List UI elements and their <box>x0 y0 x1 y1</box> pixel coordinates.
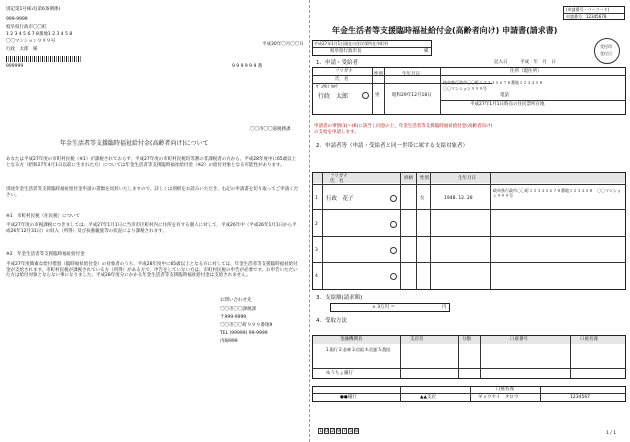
seal-mark-3 <box>390 247 397 254</box>
cut-line <box>309 0 310 442</box>
member-gender-1[interactable]: 女 <box>420 196 425 201</box>
contact-postal: 〒999-9999 <box>220 315 247 320</box>
section-3-title: 3．支給額(請求額) <box>316 295 363 301</box>
contact-extension: 内線999 <box>220 339 238 344</box>
address-line-3: 〇〇マンション９９９号 <box>6 39 56 44</box>
sample-account-number: 1234567 <box>570 395 591 400</box>
sample-bank: ●●銀行 <box>340 395 357 400</box>
seal-mark-4 <box>390 273 397 280</box>
date-value: 平成 年 月 日 <box>520 60 556 65</box>
postal-bank-name: ゆうちょ銀行 <box>326 371 353 376</box>
letter-body-2: 別途年金生活者等支援臨時福祉給付金申請の書類を同封いたしますので、詳しくは別紙をお読みいただき、右記の申請書を切り取ってご申請ください。 <box>6 187 299 198</box>
letter-title: 年金生活者等支援臨時福祉給付金(高齢者向け)について <box>60 140 209 147</box>
applicant-address-1[interactable]: 岐阜県行政市〇〇町１２３４５６７８番地１２３４５８ <box>443 80 543 85</box>
sample-branch: ▲▲支店 <box>420 395 436 400</box>
branch-header: 支店名 <box>410 337 424 342</box>
code-digit: 5 <box>349 429 352 434</box>
note1-body: 平成27年度の市税課税につきましては、平成27年1月1日に当市市区町村内に住所を有する個人に対して、平成26年中（平成26年1月1日から平成26年12月31日）の収入（所得）及び扶養親族等の状況により課税されます。 <box>6 223 297 234</box>
birth2-header: 生年月日 <box>458 176 476 181</box>
page-number: 1 / 1 <box>606 431 617 436</box>
amount-unit: 円 <box>442 305 447 310</box>
note1-title: ※1 市町村民税（住民税）について <box>6 214 81 219</box>
contact-dept: 〇〇市〇〇課税課 <box>220 307 256 312</box>
gender-header: 性別 <box>374 72 383 77</box>
account-number-header: 口座番号 <box>510 337 528 342</box>
contact-tel: TEL (99999) 99-9999 <box>220 331 268 336</box>
stamp-label: 受付印 <box>600 44 612 49</box>
furigana2-header: フリガナ <box>330 174 348 179</box>
seal-mark-1 <box>390 195 397 202</box>
section-4-title: 4．受取方法 <box>316 318 347 324</box>
sample-holder-kana: ギョウセイ タロウ <box>478 395 519 400</box>
sample-holder-label: 口座名義 <box>496 387 514 392</box>
address-line-1: 岐阜県行政市〇〇町 <box>6 25 47 30</box>
name-header: 氏 名 <box>335 77 349 82</box>
relation-header: 続柄 <box>404 176 413 181</box>
municipality-header: 平成27年1月1日現在の住民票所在市町村 <box>314 41 389 46</box>
furigana-header: フリガナ <box>335 69 353 74</box>
code-digit: 1 <box>319 429 322 434</box>
address-header: 住所（現住所） <box>510 69 542 74</box>
gender2-header: 性別 <box>420 176 429 181</box>
receipt-number: 申請番号：12345678 <box>566 14 607 19</box>
applicant-gender[interactable]: 男 <box>375 93 380 98</box>
bank-type-options[interactable]: 1.銀行 2.金庫 3.信組 4.信連 5.農協 <box>326 347 391 352</box>
issuer: 〇〇市〇〇道税務課 <box>250 127 291 132</box>
name2-header: 氏 名 <box>330 179 344 184</box>
amount-formula: × 3万円 ＝ <box>372 305 395 310</box>
applicant-furigana[interactable]: ｷﾞｮｳｾｲ ﾀﾛｳ <box>316 85 338 90</box>
member-no-4: 4 <box>315 274 318 279</box>
consent-statement: 申請者の事情(1)〜(6)に該当し同意の上、年金生活者等支援臨時福祉給付金(高齢者向け)の支給を申請します。 <box>314 124 493 135</box>
code-digit: 7 <box>343 429 346 434</box>
section-1-title: 1．申請・受給者 <box>316 60 358 66</box>
recipient-id: 999999 <box>6 64 24 69</box>
postal-code: 999-9999 <box>6 17 28 22</box>
member-no-1: 1 <box>315 196 318 201</box>
section-2-title: 2．申請者等（申請・受給者と同一世帯に属する支給対象者） <box>316 143 469 149</box>
member-no-3: 3 <box>315 248 318 253</box>
address-line-2: 1 2 3 4 5 6 7 8番地1 2 3 4 5 8 <box>6 32 73 37</box>
seal-mark <box>362 92 369 99</box>
letter-date: 平成30年〇月〇〇日 <box>262 42 304 47</box>
applicant-name[interactable]: 行政 太郎 <box>318 93 349 100</box>
birth-header: 生年月日 <box>402 72 420 77</box>
letter-body-1: あなたは平成27年度の市町村民税（※1）が課税されておらず、平成27年度の市町村民税均等割の非課税者の方から、平成28年度中に65歳以上となる方（昭和27年4月1日以前に生まれた方）については年金生活者等支援臨時福祉給付金（※2）の給付対象となる可能性があります。 <box>6 157 297 168</box>
addressee-suffix: 様 <box>424 49 429 54</box>
barcode-label: (申請番号・バーコード) <box>566 7 610 12</box>
account-type-header: 分類 <box>462 337 471 342</box>
form-title: 年金生活者等支援臨時福祉給付金(高齢者向け) 申請書(請求書) <box>332 26 558 35</box>
bank-header: 金融機関名 <box>340 337 363 342</box>
code-digit: 0 <box>325 429 328 434</box>
note2-body: 平成27年度簡素な給付措置（臨時福祉給付金）の対象者のうち、平成28年度中に65歳以上となる方に対しては、年金生活者等支援臨時福祉給付金が支給されます。市町村民税が課税されている方（所得）がある方で、申告をしていない方は、市町村民税の申告が必要です。お申告いただいた方は給付対象とならない事になりました。平成28年度分にかかる年金生活者等支援臨時福祉給付金は支給されません。 <box>6 262 298 278</box>
member-birth-1[interactable]: 1948. 12. 28 <box>444 196 473 201</box>
member-name-1[interactable]: 行政 花子 <box>326 196 354 202</box>
stamp-date-label: 受付日 <box>600 51 612 56</box>
account-holder-header: 口座名義 <box>580 337 598 342</box>
jan1-address-label: 平成27年1月1日時点の住民票所在地 <box>470 102 545 107</box>
member-address-1[interactable]: 岐阜県行政市〇〇町１２３４５６７８番地１２３４５８ 〇〇マンション９９９号 <box>493 188 621 198</box>
applicant-address-2[interactable]: 〇〇マンション９９９号 <box>443 86 487 91</box>
code-digit: 9 <box>337 429 340 434</box>
recipient-name: 行政 太郎 様 <box>6 47 38 52</box>
seal-mark-2 <box>390 221 397 228</box>
phone-label: 電話 <box>500 93 509 98</box>
postal-barcode <box>6 56 82 62</box>
contact-title: お問い合わせ先 <box>220 298 252 303</box>
recipient-code: 9 9 9 9 9 9 番 <box>232 64 263 69</box>
applicant-birth[interactable]: 昭和29年12月18日 <box>392 93 432 98</box>
form-number: 別記第1号様式(第6条関係) <box>6 7 61 12</box>
contact-address: 〇〇市〇〇町９９９番地9 <box>220 323 273 328</box>
member-no-2: 2 <box>315 222 318 227</box>
date-label: 記入日 <box>494 60 508 65</box>
municipality-name: 岐阜県行政市長 <box>330 49 362 54</box>
code-digit: 2 <box>331 429 334 434</box>
code-digit: 8 <box>355 429 358 434</box>
note2-title: ※2 年金生活者等支援臨時福祉給付金 <box>6 252 85 257</box>
